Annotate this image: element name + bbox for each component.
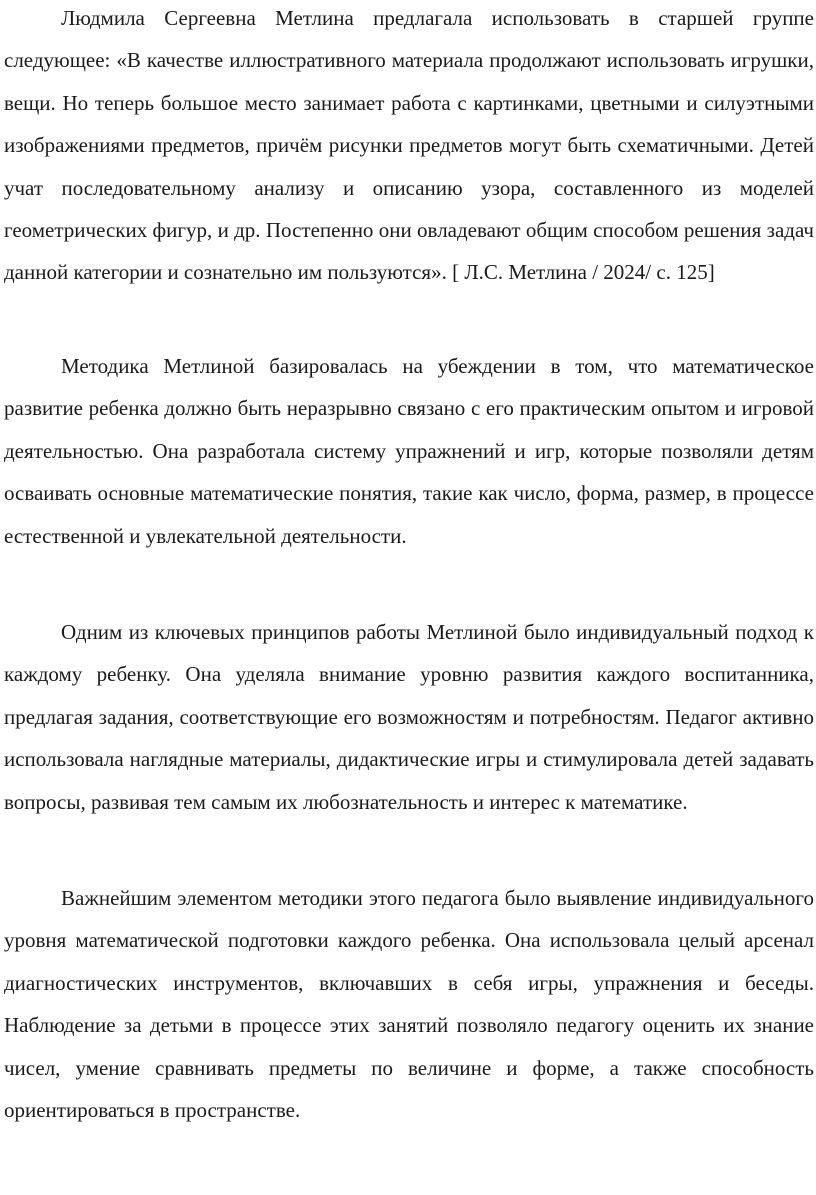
paragraph-1: Людмила Сергеевна Метлина предлагала использовать в старшей группе следующее: «В качестве иллюстративного материала продолжают использовать игрушки, вещи. Но теперь большое место занимает работа с картинками, цветными и силуэтными изображениями предметов, причём рисунки предметов могут быть схематичными. Детей учат последовательному анализу и описанию узора, составленного из моделей геометрических фигур, и др. Постепенно они овладевают общим способом решения задач данной категории и сознательно им пользуются». [ Л.С. Метлина / 2024/ с. 125] [4,6,814,285]
paragraph-3: Одним из ключевых принципов работы Метлиной было индивидуальный подход к каждому ребенку. Она уделяла внимание уровню развития каждого воспитанника, предлагая задания, соответствующие его возможностям и потребностям. Педагог активно использовала наглядные материалы, дидактические игры и стимулировала детей задавать вопросы, развивая тем самым их любознательность и интерес к математике. [4,620,814,814]
paragraph-4: Важнейшим элементом методики этого педагога было выявление индивидуального уровня математической подготовки каждого ребенка. Она использовала целый арсенал диагностических инструментов, включавших в себя игры, упражнения и беседы. Наблюдение за детьми в процессе этих занятий позволяло педагогу оценить их знание чисел, умение сравнивать предметы по величине и форме, а также способность ориентироваться в пространстве. [4,886,814,1123]
paragraph-2: Методика Метлиной базировалась на убеждении в том, что математическое развитие ребенка должно быть неразрывно связано с его практическим опытом и игровой деятельностью. Она разработала систему упражнений и игр, которые позволяли детям осваивать основные математические понятия, такие как число, форма, размер, в процессе естественной и увлекательной деятельности. [4,354,814,548]
